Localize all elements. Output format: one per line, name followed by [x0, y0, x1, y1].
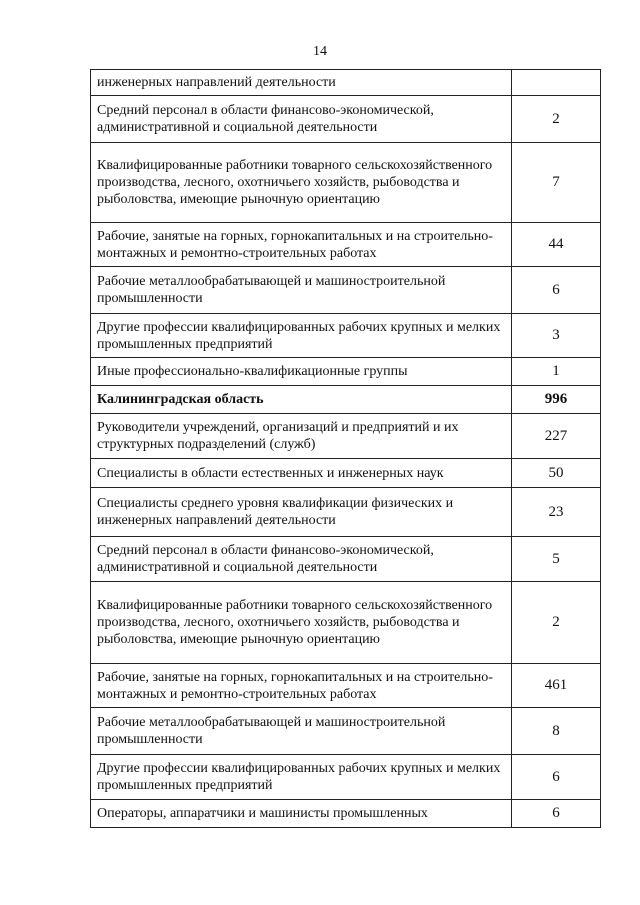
table-row	[91, 755, 601, 800]
table-row	[91, 143, 601, 223]
count-value: 3	[512, 314, 601, 358]
count-value: 2	[512, 96, 601, 143]
region-row	[91, 386, 601, 414]
occupation-label: Иные профессионально-квалификационные группы	[91, 358, 512, 386]
count-value: 6	[512, 755, 601, 800]
count-value: 1	[512, 358, 601, 386]
occupation-label: Операторы, аппаратчики и машинисты промышленных	[91, 800, 512, 828]
occupation-label: Другие профессии квалифицированных рабочих крупных и мелких промышленных предприятий	[91, 755, 512, 800]
count-value: 23	[512, 488, 601, 537]
occupation-label: Рабочие металлообрабатывающей и машиностроительной промышленности	[91, 708, 512, 755]
table-row	[91, 800, 601, 828]
occupation-label: Средний персонал в области финансово-экономической, административной и социальной деятельности	[91, 96, 512, 143]
table-row	[91, 582, 601, 664]
page-number: 14	[313, 44, 327, 59]
table-row	[91, 267, 601, 314]
occupation-label: Квалифицированные работники товарного сельскохозяйственного производства, лесного, охотничьего хозяйств, рыбоводства и рыболовства, имеющие рыночную ориентацию	[91, 582, 512, 664]
occupation-label: Другие профессии квалифицированных рабочих крупных и мелких промышленных предприятий	[91, 314, 512, 358]
table-row	[91, 70, 601, 96]
table-row	[91, 96, 601, 143]
table-row	[91, 664, 601, 708]
occupation-label: Рабочие, занятые на горных, горнокапитальных и на строительно-монтажных и ремонтно-строительных работах	[91, 664, 512, 708]
occupation-label: Рабочие металлообрабатывающей и машиностроительной промышленности	[91, 267, 512, 314]
table-row	[91, 488, 601, 537]
table-row	[91, 414, 601, 459]
table-row	[91, 223, 601, 267]
occupation-table	[90, 69, 601, 828]
count-value: 50	[512, 459, 601, 488]
count-value: 6	[512, 800, 601, 828]
count-value: 8	[512, 708, 601, 755]
table-row	[91, 358, 601, 386]
occupation-label: Специалисты в области естественных и инженерных наук	[91, 459, 512, 488]
count-value: 2	[512, 582, 601, 664]
count-value: 461	[512, 664, 601, 708]
occupation-label: инженерных направлений деятельности	[91, 70, 512, 96]
occupation-label: Рабочие, занятые на горных, горнокапитальных и на строительно-монтажных и ремонтно-строительных работах	[91, 223, 512, 267]
count-value: 44	[512, 223, 601, 267]
count-value	[512, 70, 601, 96]
count-value: 6	[512, 267, 601, 314]
count-value: 7	[512, 143, 601, 223]
count-value: 996	[512, 386, 601, 414]
table-row	[91, 708, 601, 755]
table-body	[91, 70, 601, 828]
occupation-label: Квалифицированные работники товарного сельскохозяйственного производства, лесного, охотничьего хозяйств, рыбоводства и рыболовства, имеющие рыночную ориентацию	[91, 143, 512, 223]
occupation-label: Руководители учреждений, организаций и предприятий и их структурных подразделений (служб)	[91, 414, 512, 459]
occupation-label: Специалисты среднего уровня квалификации физических и инженерных направлений деятельности	[91, 488, 512, 537]
table-row	[91, 314, 601, 358]
table-row	[91, 537, 601, 582]
table-row	[91, 459, 601, 488]
count-value: 227	[512, 414, 601, 459]
occupation-label: Средний персонал в области финансово-экономической, административной и социальной деятельности	[91, 537, 512, 582]
occupation-label: Калининградская область	[91, 386, 512, 414]
count-value: 5	[512, 537, 601, 582]
